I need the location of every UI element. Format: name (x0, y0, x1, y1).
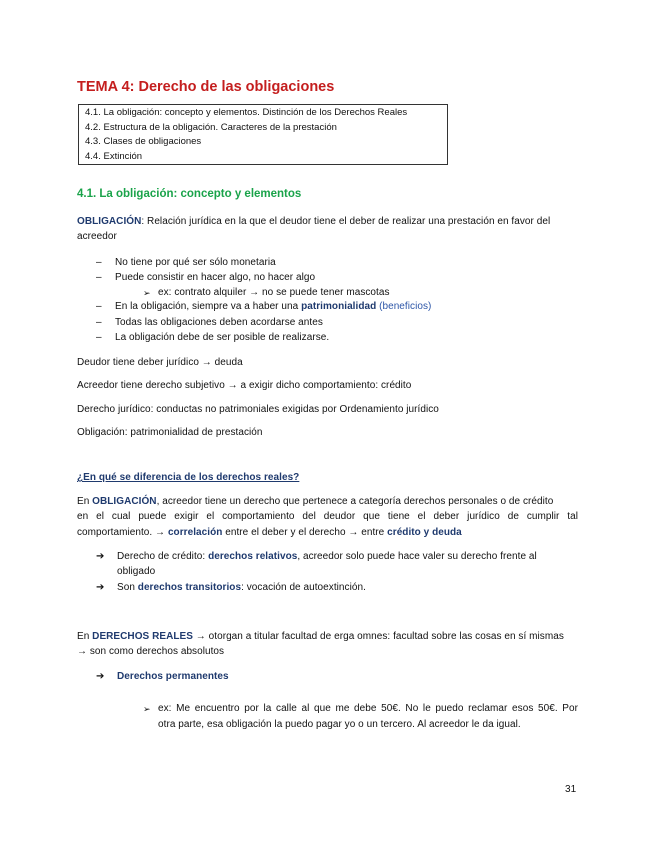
example-line-2: otra parte, esa obligación la puedo pagar yo o un tercero. Al acreedor le da igual. (158, 719, 521, 730)
toc-item: 4.4. Extinción (85, 150, 143, 162)
highlight-note: (beneficios) (376, 301, 432, 312)
dash-icon: – (96, 272, 102, 283)
arrow-bullet-icon: ➔ (96, 671, 105, 682)
arrow-item (96, 670, 229, 684)
list-item (96, 331, 330, 345)
highlight-term: correlación (167, 527, 223, 538)
text: Derecho de crédito: (117, 551, 209, 562)
highlight-term: Derechos permanentes (117, 671, 229, 682)
list-item-text: Puede consistir en hacer algo, no hacer algo (115, 272, 316, 283)
arrow-item (96, 550, 578, 564)
paragraph-line: Obligación: patrimonialidad de prestación (77, 427, 263, 438)
highlight-term: derechos transitorios (137, 582, 242, 593)
obligacion-line-2: en el cual puede exigir el comportamiento del deudor que tiene el deber jurídico de cumplir tal (77, 511, 578, 522)
toc-item: 4.3. Clases de obligaciones (85, 136, 202, 147)
list-item-text: ex: contrato alquiler → no se puede tener mascotas (158, 287, 390, 298)
definition-line-2: acreedor (77, 231, 117, 242)
toc-item: 4.1. La obligación: concepto y elementos. Distinción de los Derechos Reales (85, 107, 408, 118)
highlight-term: crédito y deuda (387, 527, 462, 538)
reales-line-1 (77, 630, 564, 644)
text: En (77, 631, 93, 642)
definition-line-1 (77, 215, 577, 229)
page-title: TEMA 4: Derecho de las obligaciones (77, 79, 335, 95)
text: : vocación de autoextinción. (241, 582, 366, 593)
arrow-bullet-icon: ➔ (96, 582, 105, 593)
dash-icon: – (96, 301, 102, 312)
list-item (96, 271, 316, 285)
reales-line-2: → son como derechos absolutos (77, 646, 225, 657)
arrow-item-line-2: obligado (117, 566, 156, 577)
highlight-term: derechos relativos (208, 551, 298, 562)
text: entre el deber y el derecho → entre (222, 527, 388, 538)
list-item (96, 256, 276, 270)
list-item-text: Todas las obligaciones deben acordarse antes (115, 317, 323, 328)
text: , acreedor solo puede hace valer su derecho frente al (297, 551, 537, 562)
paragraph-line: Deudor tiene deber jurídico → deuda (77, 357, 243, 368)
highlight-term: DERECHOS REALES (92, 631, 193, 642)
list-item-text: La obligación debe de ser posible de realizarse. (115, 332, 330, 343)
highlight-term: OBLIGACIÓN (92, 496, 157, 507)
example-line-1 (143, 702, 578, 716)
sub-list-item (143, 286, 390, 300)
page-number: 31 (565, 784, 577, 795)
obligacion-line-1 (77, 495, 578, 509)
arrow-item (96, 581, 366, 595)
table-of-contents (78, 104, 448, 165)
highlight-term: patrimonialidad (301, 301, 377, 312)
list-item-text: En la obligación, siempre va a haber una (115, 301, 302, 312)
dash-icon: – (96, 257, 102, 268)
toc-item: 4.2. Estructura de la obligación. Caracteres de la prestación (85, 121, 337, 133)
triangle-bullet-icon: ➢ (143, 704, 151, 714)
list-item (96, 316, 323, 330)
definition-text: : Relación jurídica en la que el deudor tiene el deber de realizar una prestación en favor del (141, 216, 551, 227)
section-title: 4.1. La obligación: concepto y elementos (77, 188, 302, 200)
paragraph-line: Acreedor tiene derecho subjetivo → a exigir dicho comportamiento: crédito (77, 380, 412, 391)
list-item-text: No tiene por qué ser sólo monetaria (115, 257, 276, 268)
text: → otorgan a titular facultad de erga omnes: facultad sobre las cosas en sí mismas (192, 631, 564, 642)
text: Son (117, 582, 138, 593)
list-item (96, 300, 432, 314)
obligacion-line-3 (77, 526, 462, 540)
text: ex: Me encuentro por la calle al que me debe 50€. No le puedo reclamar esos 50€. Por (158, 703, 578, 714)
text: , acreedor tiene un derecho que pertenece a categoría derechos personales o de crédito (156, 496, 554, 507)
triangle-bullet-icon: ➢ (143, 288, 151, 298)
text: comportamiento. → (77, 527, 168, 538)
definition-term: OBLIGACIÓN (77, 216, 142, 227)
question-heading: ¿En qué se diferencia de los derechos reales? (77, 472, 300, 483)
dash-icon: – (96, 332, 102, 343)
arrow-bullet-icon: ➔ (96, 551, 105, 562)
dash-icon: – (96, 317, 102, 328)
text: En (77, 496, 93, 507)
paragraph-line: Derecho jurídico: conductas no patrimoniales exigidas por Ordenamiento jurídico (77, 404, 439, 415)
